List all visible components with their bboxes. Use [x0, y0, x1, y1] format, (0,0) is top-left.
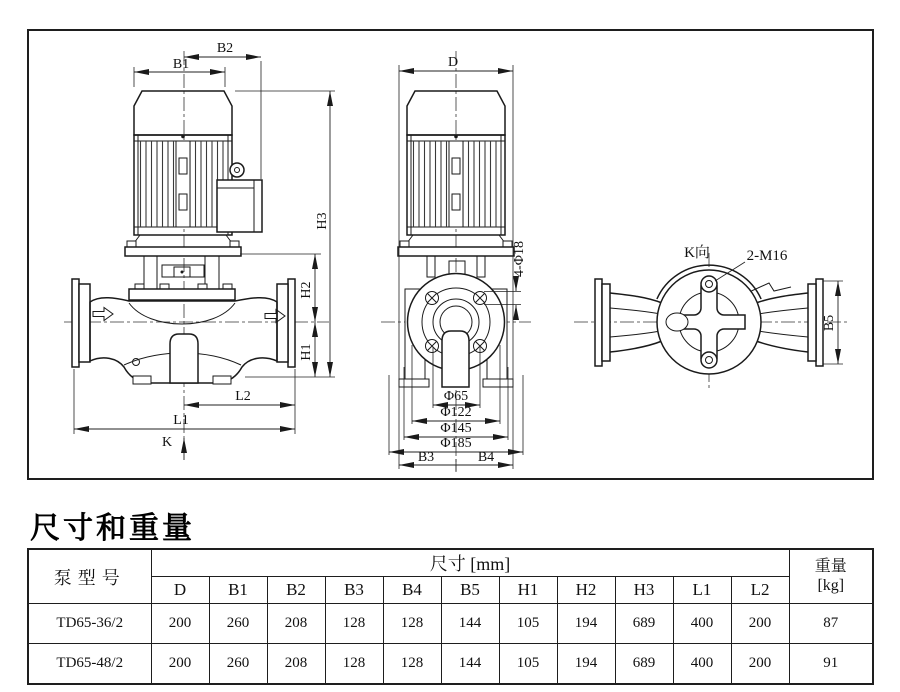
- thread-label: 2-M16: [746, 248, 788, 264]
- value-cell: 400: [673, 644, 731, 685]
- col-header-d: D: [151, 577, 209, 604]
- dim-label-k: K: [161, 435, 173, 450]
- value-cell: 689: [615, 644, 673, 685]
- value-cell: 260: [209, 644, 267, 685]
- weight-header-line1: 重量: [814, 558, 847, 576]
- col-header-l1: L1: [673, 577, 731, 604]
- table-header-row-1: [28, 549, 873, 577]
- value-cell: 200: [731, 604, 789, 644]
- value-cell: 400: [673, 604, 731, 644]
- dim-label-h2: H2: [299, 281, 314, 299]
- dim-label-d: D: [447, 55, 459, 70]
- technical-drawing-frame: [27, 29, 874, 480]
- dim-label-b1: B1: [172, 57, 190, 72]
- front-view: [64, 41, 335, 460]
- suction-view-dimensions: [389, 55, 527, 472]
- value-cell: 208: [267, 604, 325, 644]
- value-cell: 200: [731, 644, 789, 685]
- value-cell: 200: [151, 644, 209, 685]
- col-header-b3: B3: [325, 577, 383, 604]
- weight-header-line2: [kg]: [817, 576, 845, 594]
- dim-label-b2: B2: [216, 41, 234, 56]
- value-cell: 194: [557, 604, 615, 644]
- weight-cell: 91: [789, 644, 873, 685]
- value-cell: 194: [557, 644, 615, 685]
- value-cell: 128: [383, 644, 441, 685]
- weight-cell: 87: [789, 604, 873, 644]
- value-cell: 105: [499, 604, 557, 644]
- dim-label-phi185: Φ185: [440, 436, 472, 451]
- col-header-b4: B4: [383, 577, 441, 604]
- value-cell: 128: [325, 644, 383, 685]
- dim-label-phi122: Φ122: [440, 405, 472, 420]
- pump-technical-drawing: [29, 31, 872, 478]
- value-cell: 260: [209, 604, 267, 644]
- weight-column-header: [789, 549, 873, 604]
- table-header-row-2: [28, 577, 873, 604]
- col-header-b2: B2: [267, 577, 325, 604]
- section-title: 尺寸和重量: [30, 512, 195, 545]
- value-cell: 208: [267, 644, 325, 685]
- col-header-h2: H2: [557, 577, 615, 604]
- dim-label-h3: H3: [315, 212, 330, 230]
- col-header-l2: L2: [731, 577, 789, 604]
- table-row-td65-36-2: [28, 604, 873, 644]
- value-cell: 144: [441, 604, 499, 644]
- value-cell: 128: [383, 604, 441, 644]
- col-header-h3: H3: [615, 577, 673, 604]
- dim-label-l2: L2: [235, 389, 251, 404]
- dimensions-table: [27, 548, 874, 685]
- value-cell: 200: [151, 604, 209, 644]
- value-cell: 105: [499, 644, 557, 685]
- model-column-header: 泵型号: [28, 549, 151, 604]
- value-cell: 689: [615, 604, 673, 644]
- dim-label-phi145: Φ145: [440, 421, 472, 436]
- dim-label-l1: L1: [173, 413, 189, 428]
- suction-view: [381, 51, 531, 472]
- model-cell: TD65-48/2: [28, 644, 151, 685]
- k-direction-view: [574, 244, 847, 391]
- dim-label-b5: B5: [822, 314, 837, 332]
- dim-label-b3: B3: [417, 450, 435, 465]
- value-cell: 144: [441, 644, 499, 685]
- col-header-h1: H1: [499, 577, 557, 604]
- dim-label-h1: H1: [299, 343, 314, 361]
- model-cell: TD65-36/2: [28, 604, 151, 644]
- dims-group-header: 尺寸 [mm]: [151, 549, 789, 577]
- dim-label-phi65: Φ65: [443, 389, 469, 404]
- value-cell: 128: [325, 604, 383, 644]
- col-header-b1: B1: [209, 577, 267, 604]
- dim-label-bolt-holes: 4-Φ18: [512, 241, 527, 277]
- table-row-td65-48-2: [28, 644, 873, 685]
- col-header-b5: B5: [441, 577, 499, 604]
- dim-label-b4: B4: [477, 450, 495, 465]
- k-view-title: K向: [684, 245, 710, 261]
